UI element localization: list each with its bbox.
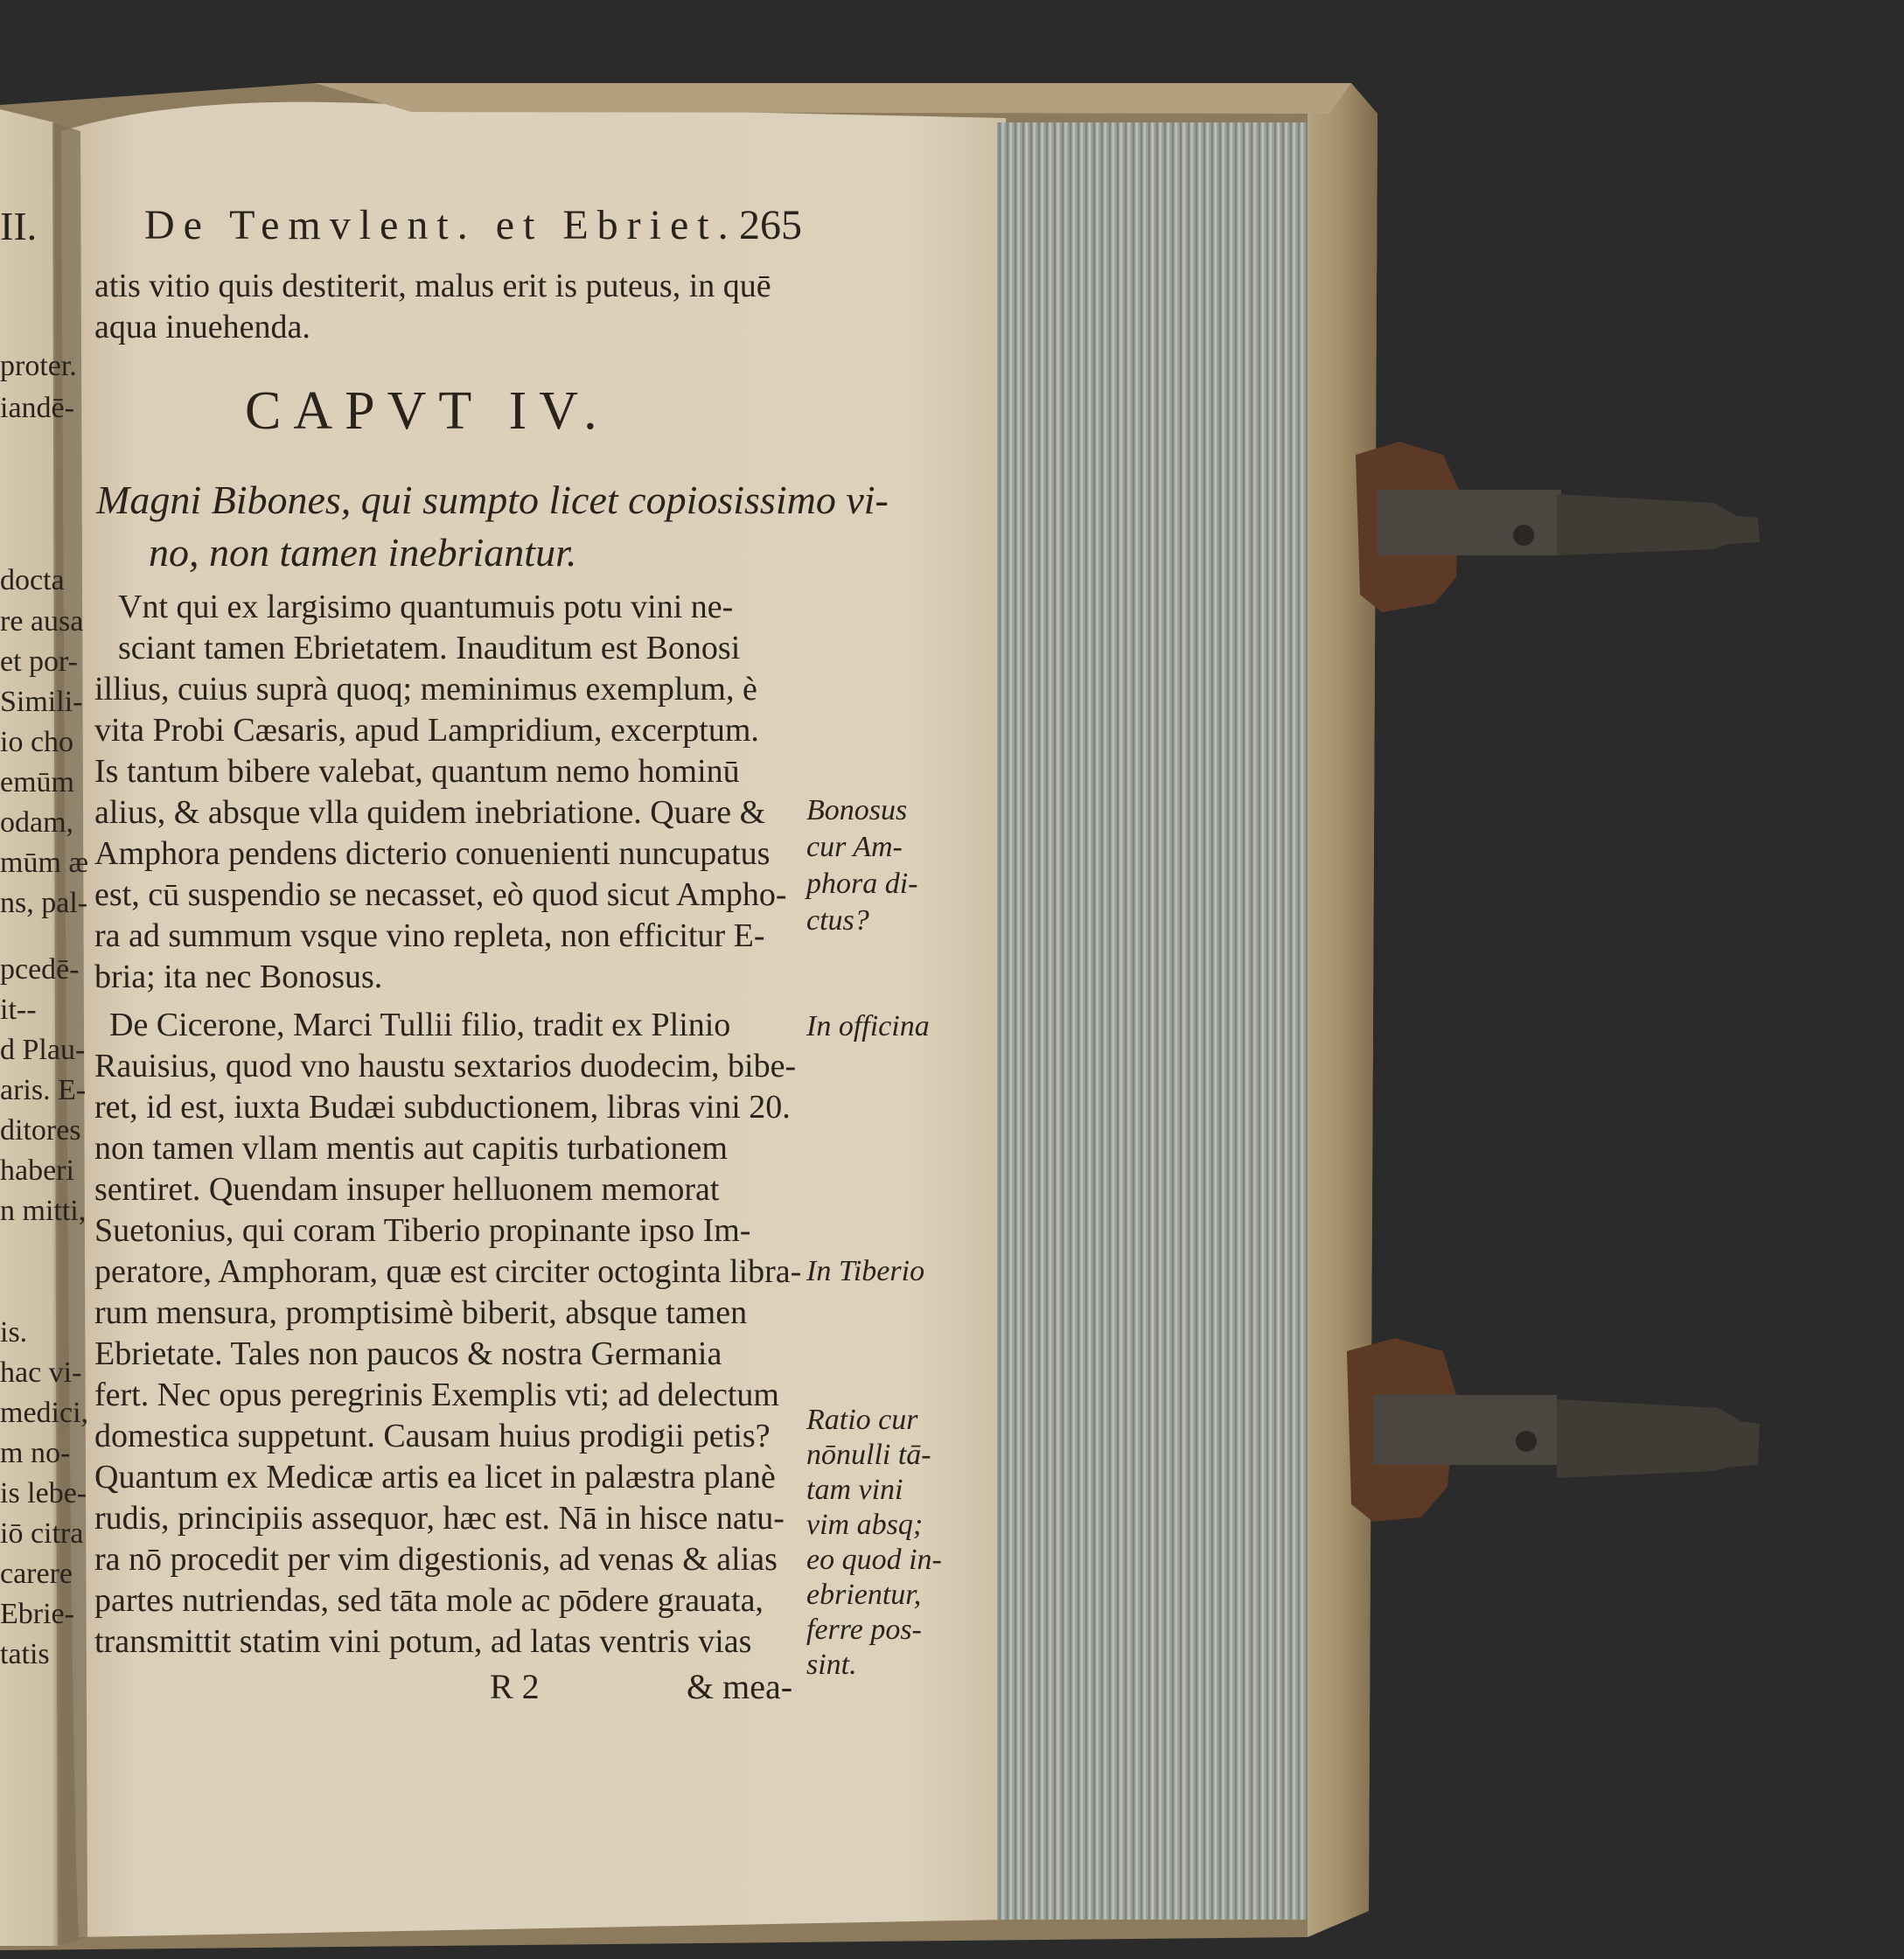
text-line: Is tantum bibere valebat, quantum nemo hominū	[94, 753, 740, 790]
margin-line: In Tiberio	[806, 1255, 925, 1287]
left-fragment: m no-	[0, 1437, 71, 1469]
left-fragment: haberi	[0, 1154, 74, 1187]
left-fragment: is.	[0, 1316, 28, 1349]
margin-line: Bonosus	[806, 794, 908, 826]
margin-line: ferre pos-	[806, 1614, 922, 1646]
text-line: illius, cuius suprà quoq; meminimus exemplum, è	[94, 671, 757, 708]
margin-line: nōnulli tā-	[806, 1439, 931, 1471]
left-fragment: mūm æ	[0, 847, 89, 879]
margin-line: cur Am-	[806, 831, 903, 863]
margin-line: ctus?	[806, 904, 869, 937]
left-fragment: hac vi-	[0, 1356, 82, 1389]
left-fragment: docta	[0, 564, 65, 596]
text-line: De Cicerone, Marci Tullii filio, tradit ex Plinio	[109, 1007, 731, 1043]
left-fragment: emūm	[0, 766, 74, 798]
left-fragment: tatis	[0, 1638, 50, 1670]
left-page-number: II.	[0, 204, 38, 248]
text-line: ra ad summum vsque vino repleta, non efficitur E-	[94, 917, 765, 954]
left-fragment: Ebrie-	[0, 1598, 74, 1630]
text-line: peratore, Amphoram, quæ est circiter octoginta libra-	[94, 1253, 802, 1290]
text-line: Suetonius, qui coram Tiberio propinante ipso Im-	[94, 1212, 751, 1249]
text-line: transmittit statim vini potum, ad latas ventris vias	[94, 1623, 752, 1660]
text-line: domestica suppetunt. Causam huius prodigii petis?	[94, 1418, 771, 1454]
text-line: partes nutriendas, sed tāta mole ac pōdere grauata,	[94, 1582, 764, 1619]
text-line: ra nō procedit per vim digestionis, ad venas & alias	[94, 1541, 778, 1578]
text-line: rum mensura, promptisimè biberit, absque tamen	[94, 1294, 748, 1331]
text-line: Vnt qui ex largisimo quantumuis potu vini ne-	[118, 589, 734, 625]
left-fragment: ns, pal-	[0, 887, 88, 919]
text-line: Ebrietate. Tales non paucos & nostra Germania	[94, 1335, 722, 1372]
text-line: Rauisius, quod vno haustu sextarios duodecim, bibe-	[94, 1048, 797, 1084]
catchword: & mea-	[687, 1667, 793, 1706]
chapter-heading: CAPVT IV.	[245, 381, 610, 441]
left-fragment: io cho	[0, 726, 74, 758]
left-fragment: iō citra	[0, 1517, 84, 1550]
margin-line: eo quod in-	[806, 1544, 942, 1576]
text-line: bria; ita nec Bonosus.	[94, 959, 383, 995]
text-line: Amphora pendens dicterio conuenienti nuncupatus	[94, 835, 771, 872]
margin-line: phora di-	[806, 868, 918, 900]
margin-line: sint.	[806, 1649, 857, 1681]
left-fragment: odam,	[0, 806, 74, 839]
left-fragment: pcedē-	[0, 953, 80, 986]
margin-line: ebrientur,	[806, 1579, 922, 1611]
text-line: ret, id est, iuxta Budæi subductionem, libras vini 20.	[94, 1089, 791, 1126]
margin-line: tam vini	[806, 1474, 903, 1506]
text-line: Quantum ex Medicæ artis ea licet in palæstra planè	[94, 1459, 776, 1495]
text-line: vita Probi Cæsaris, apud Lampridium, excerptum.	[94, 712, 759, 749]
left-fragment: et por-	[0, 645, 79, 678]
text-line: non tamen vllam mentis aut capitis turbationem	[94, 1130, 728, 1167]
left-fragment: medici,	[0, 1397, 89, 1429]
text-line: atis vitio quis destiterit, malus erit is puteus, in quē	[94, 268, 771, 304]
left-fragment: n mitti,	[0, 1195, 87, 1227]
chapter-title-line: no, non tamen inebriantur.	[149, 530, 577, 575]
left-fragment: Simili-	[0, 686, 83, 718]
running-title: De Temvlent. et Ebriet.	[144, 202, 737, 248]
left-fragment: aris. E-	[0, 1074, 87, 1106]
text-line: sentiret. Quendam insuper helluonem memorat	[94, 1171, 720, 1208]
text-line: est, cū suspendio se necasset, eò quod sicut Ampho-	[94, 876, 787, 913]
left-fragment: it--	[0, 993, 37, 1026]
left-fragment: iandē-	[0, 392, 74, 424]
text-line: sciant tamen Ebrietatem. Inauditum est Bonosi	[118, 630, 741, 666]
left-fragment: proter.	[0, 350, 77, 382]
text-line: rudis, principiis assequor, hæc est. Nā in hisce natu-	[94, 1500, 785, 1537]
text-line: fert. Nec opus peregrinis Exemplis vti; ad delectum	[94, 1377, 779, 1413]
margin-line: In officina	[806, 1010, 930, 1042]
left-fragment: re ausa	[0, 605, 84, 638]
left-fragment: carere	[0, 1558, 73, 1590]
text-line: aqua inuehenda.	[94, 309, 310, 345]
left-fragment: is lebe-	[0, 1477, 87, 1509]
text-line: alius, & absque vlla quidem inebriatione. Quare &	[94, 794, 766, 831]
page-number: 265	[739, 202, 802, 248]
signature-mark: R 2	[490, 1667, 540, 1706]
chapter-title-line: Magni Bibones, qui sumpto licet copiosissimo vi-	[96, 478, 889, 522]
margin-line: Ratio cur	[806, 1404, 918, 1436]
margin-line: vim absq;	[806, 1509, 924, 1541]
left-fragment: ditores	[0, 1114, 81, 1147]
left-fragment: d Plau-	[0, 1034, 86, 1066]
